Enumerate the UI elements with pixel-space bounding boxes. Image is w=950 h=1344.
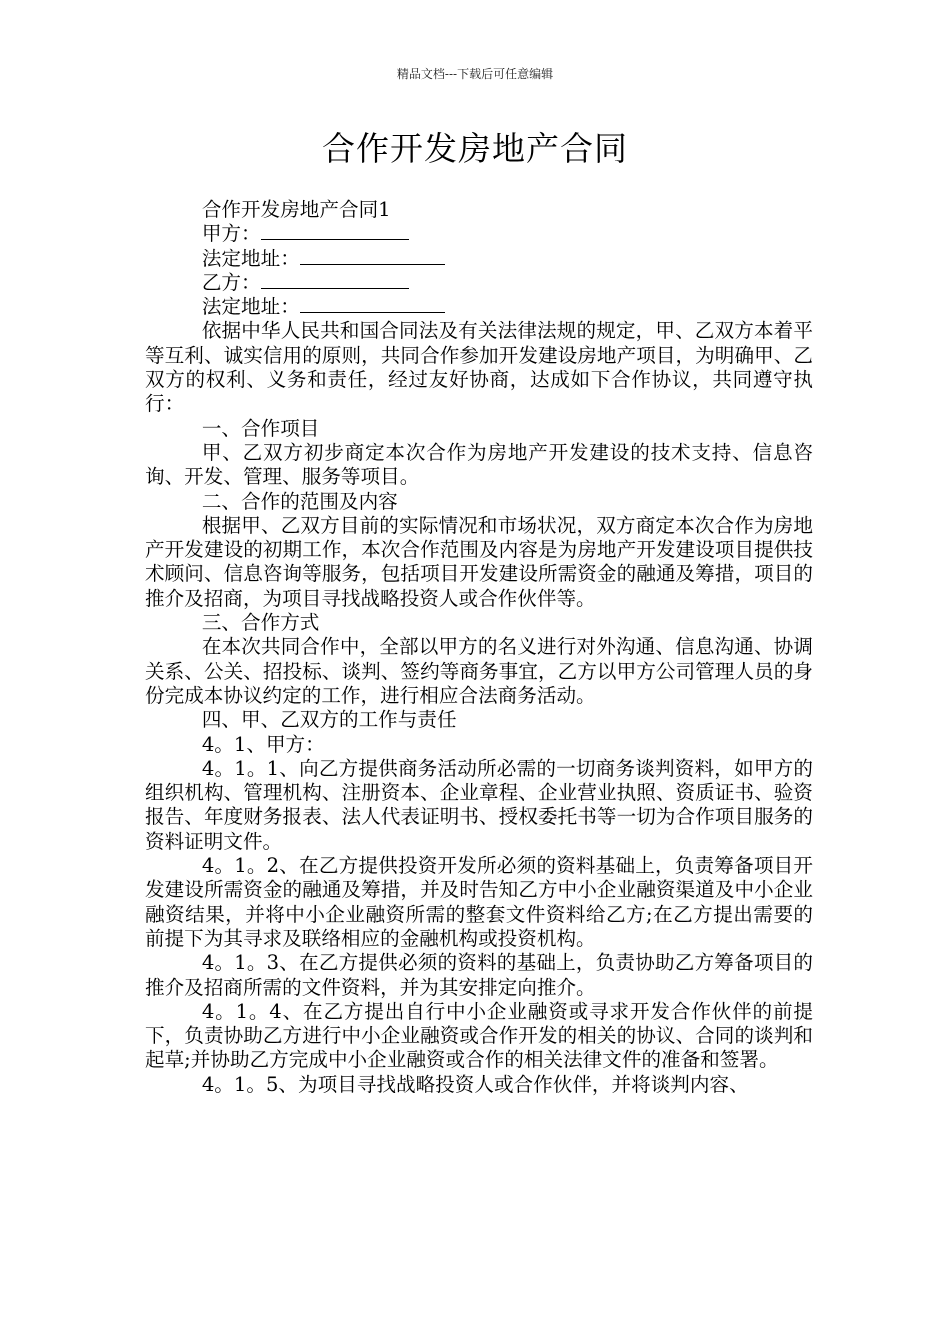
party-b-field bbox=[145, 271, 813, 295]
clause-4-1-3: 4。1。3、在乙方提供必须的资料的基础上，负责协助乙方筹备项目的推介及招商所需的文件资料，并为其安排定向推介。 bbox=[145, 951, 813, 999]
header-note: 精品文档---下载后可任意编辑 bbox=[396, 67, 554, 81]
paragraph-section-3: 在本次共同合作中，全部以甲方的名义进行对外沟通、信息沟通、协调关系、公关、招投标、谈判、签约等商务事宜，乙方以甲方公司管理人员的身份完成本协议约定的工作，进行相应合法商务活动。 bbox=[145, 635, 813, 707]
clause-4-1-5: 4。1。5、为项目寻找战略投资人或合作伙伴，并将谈判内容、 bbox=[201, 1072, 749, 1096]
document-subtitle: 合作开发房地产合同1 bbox=[201, 198, 391, 221]
party-b-address-blank bbox=[300, 295, 445, 313]
subsection-heading-4-1: 4。1、甲方： bbox=[201, 732, 325, 756]
section-heading-2: 二、合作的范围及内容 bbox=[201, 489, 398, 513]
paragraph-section-2: 根据甲、乙双方目前的实际情况和市场状况，双方商定本次合作为房地产开发建设的初期工作，本次合作范围及内容是为房地产开发建设项目提供技术顾问、信息咨询等服务，包括项目开发建设所需资金的融通及筹措，项目的推介及招商，为项目寻找战略投资人或合作伙伴等。 bbox=[145, 513, 813, 610]
clause-4-1-2: 4。1。2、在乙方提供投资开发所必须的资料基础上，负责筹备项目开发建设所需资金的融通及筹措，并及时告知乙方中小企业融资渠道及中小企业融资结果，并将中小企业融资所需的整套文件资料给乙方;在乙方提出需要的前提下为其寻求及联络相应的金融机构或投资机构。 bbox=[145, 854, 813, 950]
clause-4-1-4: 4。1。4、在乙方提出自行中小企业融资或寻求开发合作伙伴的前提下，负责协助乙方进行中小企业融资或合作开发的相关的协议、合同的谈判和起草;并协助乙方完成中小企业融资或合作的相关法律文件的准备和签署。 bbox=[145, 999, 813, 1072]
party-a-blank bbox=[261, 222, 409, 240]
party-b-blank bbox=[261, 271, 409, 289]
document-body bbox=[145, 198, 813, 1097]
section-heading-4: 四、甲、乙双方的工作与责任 bbox=[201, 708, 457, 732]
party-a-address-label: 法定地址： bbox=[201, 246, 300, 270]
party-a-address-blank bbox=[300, 247, 445, 265]
clause-4-1-1: 4。1。1、向乙方提供商务活动所必需的一切商务谈判资料，如甲方的组织机构、管理机构、注册资本、企业章程、企业营业执照、资质证书、验资报告、年度财务报表、法人代表证明书、授权委托书等一切为合作项目服务的资料证明文件。 bbox=[145, 756, 813, 853]
party-b-label: 乙方： bbox=[201, 270, 261, 294]
party-b-address-label: 法定地址： bbox=[201, 295, 300, 319]
paragraph-preamble: 依据中华人民共和国合同法及有关法律法规的规定，甲、乙双方本着平等互利、诚实信用的原则，共同合作参加开发建设房地产项目，为明确甲、乙双方的权利、义务和责任，经过友好协商，达成如下合作协议，共同遵守执行： bbox=[145, 319, 813, 416]
party-a-address-field bbox=[145, 247, 813, 271]
party-b-address-field bbox=[145, 295, 813, 319]
section-heading-1: 一、合作项目 bbox=[201, 416, 320, 440]
party-a-label: 甲方： bbox=[201, 222, 261, 246]
section-heading-3: 三、合作方式 bbox=[201, 611, 320, 635]
document-title: 合作开发房地产合同 bbox=[322, 129, 628, 168]
paragraph-section-1: 甲、乙双方初步商定本次合作为房地产开发建设的技术支持、信息咨询、开发、管理、服务等项目。 bbox=[145, 440, 813, 489]
party-a-field bbox=[145, 222, 813, 246]
